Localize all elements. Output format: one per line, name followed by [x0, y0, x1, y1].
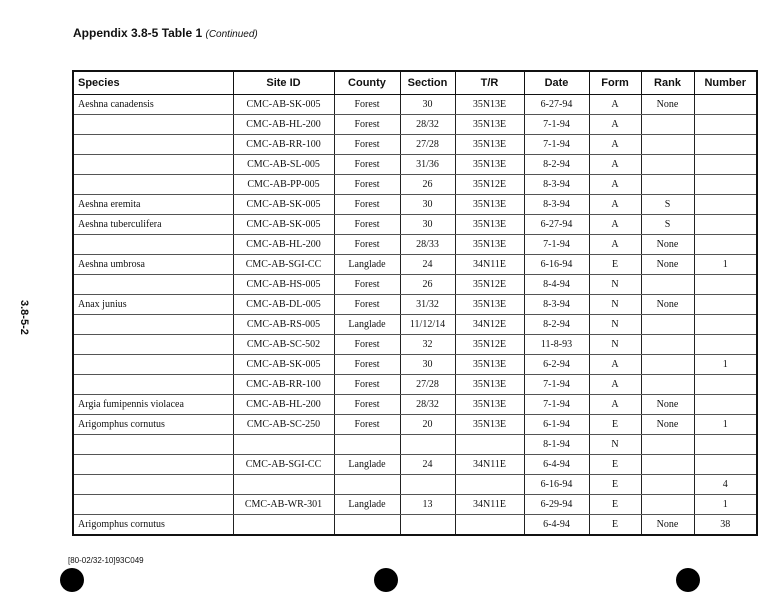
binder-hole-center [374, 568, 398, 592]
table-cell [641, 375, 694, 395]
document-code: [80-02/32-10]93C049 [68, 556, 144, 565]
table-cell: 11-8-93 [524, 335, 589, 355]
table-cell [641, 135, 694, 155]
table-cell: Forest [334, 175, 400, 195]
table-row [73, 115, 757, 135]
table-cell [233, 475, 334, 495]
table-cell [694, 295, 757, 315]
table-cell [73, 155, 233, 175]
table-cell: A [589, 195, 641, 215]
table-cell: 35N12E [455, 335, 524, 355]
column-header: Rank [641, 71, 694, 95]
table-cell [694, 335, 757, 355]
table-cell: 35N13E [455, 395, 524, 415]
table-cell [73, 435, 233, 455]
binder-hole-left [60, 568, 84, 592]
table-cell [641, 175, 694, 195]
table-body [73, 95, 757, 536]
table-cell [73, 475, 233, 495]
table-cell: 34N11E [455, 495, 524, 515]
table-row [73, 515, 757, 536]
table-cell: N [589, 315, 641, 335]
table-cell [641, 315, 694, 335]
table-cell [641, 335, 694, 355]
table-cell: 6-27-94 [524, 215, 589, 235]
table-cell: 6-4-94 [524, 455, 589, 475]
table-cell: None [641, 415, 694, 435]
table-cell [73, 355, 233, 375]
table-cell: Anax junius [73, 295, 233, 315]
table-cell: CMC-AB-PP-005 [233, 175, 334, 195]
table-cell [73, 375, 233, 395]
table-cell: 1 [694, 415, 757, 435]
table-cell: 34N11E [455, 455, 524, 475]
table-cell: 7-1-94 [524, 375, 589, 395]
table-cell [73, 275, 233, 295]
header-row [73, 71, 757, 95]
species-table [72, 70, 758, 536]
table-cell [641, 435, 694, 455]
table-cell [694, 95, 757, 115]
table-cell: 30 [400, 355, 455, 375]
table-cell [334, 475, 400, 495]
table-cell: None [641, 515, 694, 536]
table-cell: None [641, 95, 694, 115]
table-cell [641, 495, 694, 515]
table-cell [694, 235, 757, 255]
table-cell: 34N12E [455, 315, 524, 335]
table-cell: 8-1-94 [524, 435, 589, 455]
table-cell: Forest [334, 135, 400, 155]
table-cell: Forest [334, 195, 400, 215]
table-cell: Forest [334, 235, 400, 255]
table-cell [694, 155, 757, 175]
table-cell [694, 375, 757, 395]
table-row [73, 195, 757, 215]
table-cell: CMC-AB-SGI-CC [233, 455, 334, 475]
table-cell: 35N13E [455, 375, 524, 395]
table-cell [73, 175, 233, 195]
table-cell: 27/28 [400, 375, 455, 395]
table-cell: 38 [694, 515, 757, 536]
table-title [73, 26, 258, 40]
table-cell: 35N12E [455, 275, 524, 295]
table-cell [233, 515, 334, 536]
table-cell: 11/12/14 [400, 315, 455, 335]
table-cell: Forest [334, 275, 400, 295]
table-cell [455, 475, 524, 495]
table-cell: CMC-AB-SGI-CC [233, 255, 334, 275]
table-cell: 8-3-94 [524, 195, 589, 215]
table-cell [334, 435, 400, 455]
table-cell: 35N12E [455, 175, 524, 195]
table-cell: 28/32 [400, 395, 455, 415]
table-cell: Langlade [334, 315, 400, 335]
column-header: County [334, 71, 400, 95]
table-cell: CMC-AB-RS-005 [233, 315, 334, 335]
table-cell: CMC-AB-SL-005 [233, 155, 334, 175]
table-cell [455, 515, 524, 536]
table-cell: 24 [400, 455, 455, 475]
table-cell [73, 135, 233, 155]
table-cell: CMC-AB-RR-100 [233, 375, 334, 395]
table-row [73, 255, 757, 275]
table-cell: E [589, 255, 641, 275]
table-cell: 32 [400, 335, 455, 355]
table-cell [641, 355, 694, 375]
table-cell: CMC-AB-HL-200 [233, 395, 334, 415]
table-cell: 8-2-94 [524, 155, 589, 175]
table-row [73, 475, 757, 495]
table-cell [641, 155, 694, 175]
table-cell: E [589, 515, 641, 536]
table-cell: Arigomphus cornutus [73, 415, 233, 435]
table-cell: 7-1-94 [524, 135, 589, 155]
table-cell: 7-1-94 [524, 395, 589, 415]
page-number-side: 3.8-5-2 [18, 300, 30, 335]
table-cell: 6-16-94 [524, 475, 589, 495]
table-cell: 30 [400, 215, 455, 235]
table-cell: 1 [694, 255, 757, 275]
table-cell: 35N13E [455, 155, 524, 175]
table-row [73, 95, 757, 115]
table-cell: 6-29-94 [524, 495, 589, 515]
table-cell: CMC-AB-HL-200 [233, 235, 334, 255]
table-cell: N [589, 295, 641, 315]
table-cell: 28/32 [400, 115, 455, 135]
table-cell: 1 [694, 355, 757, 375]
table-cell: Forest [334, 115, 400, 135]
table-cell: E [589, 415, 641, 435]
table-row [73, 395, 757, 415]
column-header: Form [589, 71, 641, 95]
table-cell: 27/28 [400, 135, 455, 155]
table-cell: 6-16-94 [524, 255, 589, 275]
title-text: Appendix 3.8-5 Table 1 [73, 26, 203, 40]
table-row [73, 415, 757, 435]
table-cell: E [589, 475, 641, 495]
table-row [73, 215, 757, 235]
table-cell: 35N13E [455, 195, 524, 215]
table-cell [694, 195, 757, 215]
table-cell: 35N13E [455, 115, 524, 135]
table-cell: Langlade [334, 455, 400, 475]
table-cell: A [589, 235, 641, 255]
table-cell: S [641, 195, 694, 215]
table-cell: 31/36 [400, 155, 455, 175]
table-cell [334, 515, 400, 536]
table-cell [641, 115, 694, 135]
table-cell [73, 335, 233, 355]
table-row [73, 235, 757, 255]
table-cell: 7-1-94 [524, 235, 589, 255]
table-row [73, 455, 757, 475]
table-cell: A [589, 135, 641, 155]
table-cell: 26 [400, 275, 455, 295]
table-cell: Argia fumipennis violacea [73, 395, 233, 415]
table-cell: CMC-AB-SC-250 [233, 415, 334, 435]
column-header: Section [400, 71, 455, 95]
table-cell: N [589, 335, 641, 355]
table-cell: Forest [334, 355, 400, 375]
table-cell: 26 [400, 175, 455, 195]
table-cell: 8-3-94 [524, 175, 589, 195]
table-cell [73, 455, 233, 475]
table-row [73, 375, 757, 395]
table-cell: 1 [694, 495, 757, 515]
table-cell: A [589, 395, 641, 415]
table-cell: 8-2-94 [524, 315, 589, 335]
table-cell: CMC-AB-SK-005 [233, 215, 334, 235]
table-cell: A [589, 95, 641, 115]
table-cell [694, 275, 757, 295]
table-cell: 13 [400, 495, 455, 515]
table-cell: A [589, 215, 641, 235]
table-cell [694, 175, 757, 195]
table-cell: A [589, 115, 641, 135]
table-cell: E [589, 495, 641, 515]
table-cell: 31/32 [400, 295, 455, 315]
table-cell: CMC-AB-SK-005 [233, 95, 334, 115]
table-cell: Langlade [334, 255, 400, 275]
table-cell: A [589, 375, 641, 395]
table-row [73, 335, 757, 355]
table-cell: None [641, 395, 694, 415]
column-header: T/R [455, 71, 524, 95]
table-cell: E [589, 455, 641, 475]
table-cell: 35N13E [455, 135, 524, 155]
table-cell: 30 [400, 195, 455, 215]
table-cell: 35N13E [455, 295, 524, 315]
table-cell [641, 475, 694, 495]
column-header: Number [694, 71, 757, 95]
table-cell [641, 275, 694, 295]
table-cell [233, 435, 334, 455]
table-cell [73, 495, 233, 515]
table-cell: CMC-AB-SC-502 [233, 335, 334, 355]
table-cell [400, 475, 455, 495]
table-cell [73, 115, 233, 135]
table-cell: 35N13E [455, 235, 524, 255]
table-row [73, 135, 757, 155]
table-cell: 4 [694, 475, 757, 495]
table-cell: 24 [400, 255, 455, 275]
table-cell: None [641, 235, 694, 255]
table-cell: Aeshna canadensis [73, 95, 233, 115]
table-cell: CMC-AB-SK-005 [233, 355, 334, 375]
table-cell: None [641, 295, 694, 315]
table-cell: Forest [334, 415, 400, 435]
table-cell [641, 455, 694, 475]
table-cell: Forest [334, 395, 400, 415]
table-cell: Forest [334, 95, 400, 115]
table-cell [694, 215, 757, 235]
table-row [73, 355, 757, 375]
table-cell [400, 515, 455, 536]
table-row [73, 435, 757, 455]
table-cell: Forest [334, 155, 400, 175]
table-cell: Aeshna umbrosa [73, 255, 233, 275]
table-cell: A [589, 175, 641, 195]
table-cell: 8-4-94 [524, 275, 589, 295]
column-header: Species [73, 71, 233, 95]
table-cell: CMC-AB-DL-005 [233, 295, 334, 315]
table-cell: CMC-AB-HS-005 [233, 275, 334, 295]
table-cell [73, 315, 233, 335]
table-cell: 6-27-94 [524, 95, 589, 115]
table-cell: Forest [334, 215, 400, 235]
column-header: Site ID [233, 71, 334, 95]
table-header [73, 71, 757, 95]
table-cell [455, 435, 524, 455]
table-cell: 8-3-94 [524, 295, 589, 315]
table-cell: Aeshna eremita [73, 195, 233, 215]
table-cell: 20 [400, 415, 455, 435]
table-cell: 34N11E [455, 255, 524, 275]
table-cell [400, 435, 455, 455]
table-cell: Langlade [334, 495, 400, 515]
table-cell: N [589, 275, 641, 295]
table-cell [694, 395, 757, 415]
table-cell: 35N13E [455, 215, 524, 235]
table-cell: None [641, 255, 694, 275]
table-cell: Forest [334, 295, 400, 315]
table-cell [694, 135, 757, 155]
table-cell: 6-1-94 [524, 415, 589, 435]
table-cell: 6-2-94 [524, 355, 589, 375]
table-cell: Forest [334, 375, 400, 395]
table-cell [73, 235, 233, 255]
table-cell [694, 115, 757, 135]
table-cell: Arigomphus cornutus [73, 515, 233, 536]
table-cell: N [589, 435, 641, 455]
table-row [73, 175, 757, 195]
table-cell: 35N13E [455, 415, 524, 435]
table-cell: A [589, 355, 641, 375]
table-row [73, 155, 757, 175]
table-cell: CMC-AB-SK-005 [233, 195, 334, 215]
table-cell: 7-1-94 [524, 115, 589, 135]
table-row [73, 275, 757, 295]
table-cell: 30 [400, 95, 455, 115]
table-cell: CMC-AB-HL-200 [233, 115, 334, 135]
table-cell: 35N13E [455, 355, 524, 375]
table-cell: A [589, 155, 641, 175]
table-cell [694, 315, 757, 335]
table-cell: S [641, 215, 694, 235]
column-header: Date [524, 71, 589, 95]
continued-note: (Continued) [205, 29, 258, 40]
table-cell: 28/33 [400, 235, 455, 255]
table-cell: CMC-AB-WR-301 [233, 495, 334, 515]
table-cell: Forest [334, 335, 400, 355]
binder-hole-right [676, 568, 700, 592]
table-cell [694, 455, 757, 475]
table-cell: CMC-AB-RR-100 [233, 135, 334, 155]
table-row [73, 495, 757, 515]
table-cell: Aeshna tuberculifera [73, 215, 233, 235]
table-row [73, 315, 757, 335]
table-cell: 35N13E [455, 95, 524, 115]
table-cell [694, 435, 757, 455]
table-cell: 6-4-94 [524, 515, 589, 536]
table-row [73, 295, 757, 315]
